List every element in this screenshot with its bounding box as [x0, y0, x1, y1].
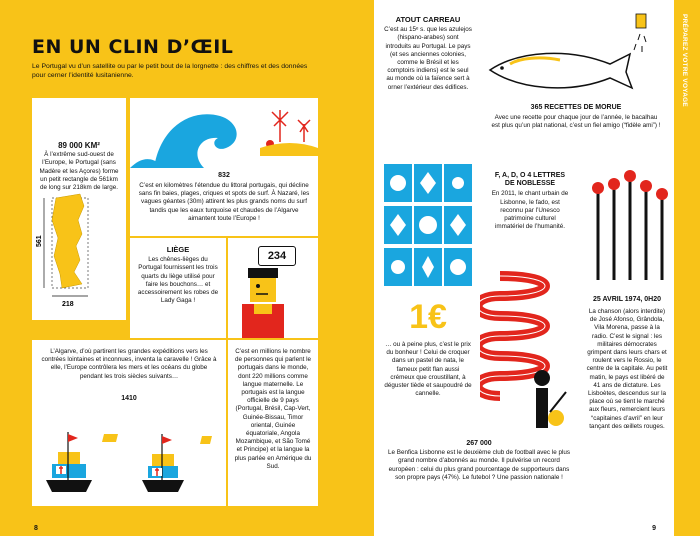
nata-text: … ou à peine plus, c’est le prix du bonheur ! Celui de croquer dans un pastel de nata, le fameux petit flan aussi crémeux que croustillant, à déguster tiède et saupoudré de cannelle. [384, 341, 472, 398]
speakers-text: C’est en millions le nombre de personnes qui parlent le portugais dans le monde, dont 220 millions comme langue maternelle. Le portugais est la langue officielle de 9 pays (Portugal, Brésil, Cap-Vert, Guinée-Bissau, Timor oriental, Guinée équatoriale, Angola Mozambique, et São Tomé et Principe) et la langue la plus parlée en Amérique du Sud. [234, 348, 312, 470]
revolution-panel [582, 162, 672, 498]
cod-panel [480, 10, 672, 160]
benfica-text: Le Benfica Lisbonne est le deuxième club de football avec le plus grand nombre d’abonnés au monde. Il pulvérise un record européen : celui du plus grand pourcentage de supporteurs dans son propre pays (47%). Le futebol ? Une passion nationale ! [387, 449, 571, 481]
speaker-illustration-panel [228, 238, 318, 338]
map-dim-height: 561 [36, 235, 43, 247]
intro-text: Le Portugal vu d’un satellite ou par le petit bout de la lorgnette : des chiffres et des données pour cerner l’identité lusitanienne. [32, 63, 308, 80]
portugal-map-icon [32, 186, 126, 326]
caravel-text: L’Algarve, d’où partirent les grandes expéditions vers les contrées lointaines et inconnues, inventa la caravelle ! Grâce à elle, l’Europe contrôlera les mers et les océans du globe pendant les trois siècles suivants… [41, 348, 217, 380]
carnation-guns-icon [582, 162, 672, 282]
revolution-text: La chanson (alors interdite) de José Afonso, Grândola, Vila Morena, passe à la radio. C’est le signal : les militaires démocrates grimpent dans leurs chars et roulent vers le Rossio, le centre de la capitale. Au petit matin, le pays est libéré de 41 ans de dictature. Les Lisboètes, descendus sur la place où se tient le marché aux fleurs, remercient leurs “capitaines d’avril” en leur tançant des œillets rouges. [586, 308, 668, 430]
nata-panel [378, 292, 478, 434]
fado-text: En 2011, le chant urbain de Lisbonne, le fado, est reconnu par l’Unesco patrimoine culturel immatériel de l’humanité. [491, 190, 569, 231]
wave-icon [130, 98, 318, 170]
speech-bubble [258, 246, 296, 266]
map-dim-width: 218 [62, 301, 74, 308]
speech-bubble-number: 234 [267, 250, 287, 262]
page-number-left: 8 [34, 525, 38, 532]
side-tab-label: PRÉPAREZ VOTRE VOYAGE [681, 14, 688, 107]
azulejos-panel [378, 10, 478, 160]
cod-fish-icon [480, 10, 672, 100]
speakers-panel [228, 340, 318, 506]
cod-text: Avec une recette pour chaque jour de l’année, le bacalhau est plus qu’un plat national, c’est un fiel amigo (“fidèle ami”) ! [491, 114, 661, 130]
coast-heading: 832 [218, 172, 230, 179]
area-text: À l’extrême sud-ouest de l’Europe, le Portugal (sans Madère et les Açores) forme un petit rectangle de 561km de long sur 218km de large. [39, 151, 119, 192]
coast-panel [130, 98, 318, 236]
side-tab [674, 0, 700, 536]
fado-heading: F, A, D, O 4 LETTRES DE NOBLESSE [494, 172, 566, 188]
right-page [350, 0, 700, 536]
azulejos-heading: ATOUT CARREAU [395, 15, 461, 24]
area-heading: 89 000 KM² [58, 141, 100, 150]
area-panel [32, 98, 126, 320]
page-title: EN UN CLIN D’ŒIL [32, 36, 234, 58]
caravel-ships-icon [32, 422, 226, 502]
cork-panel [130, 238, 226, 338]
cod-heading: 365 RECETTES DE MORUE [530, 104, 622, 111]
benfica-panel [378, 436, 580, 506]
caravel-heading: 1410 [121, 394, 137, 402]
azulejo-tiles-icon [378, 162, 478, 290]
cork-text: Les chênes-lièges du Portugal fournissent les trois quarts du liège utilisé pour faire les bouchons… et accessoirement les robes de Lady Gaga ! [137, 256, 219, 305]
nata-price: 1€ [409, 298, 447, 336]
azulejo-tiles-panel [378, 162, 478, 290]
caravel-panel [32, 340, 226, 506]
page-number-right: 9 [652, 525, 656, 532]
man-icon [228, 268, 318, 338]
coast-text: C’est en kilomètres l’étendue du littoral portugais, qui décline sans fin baies, plages, criques et spots de surf. À Nazaré, les vagues géantes (30m) attirent les plus grands noms du surf tandis que les eaux turquoise et chaudes de l’Algarve aimantent toute l’Europe ! [138, 182, 310, 222]
azulejos-text: C’est au 15ᵉ s. que les azulejos (hispano-arabes) sont introduits au Portugal. Le pays (et ses anciennes colonies, comme le Brésil et les comptoirs indiens) est le seul au monde où la faïence sert à orner l’extérieur des édifices. [384, 26, 472, 91]
benfica-heading: 267 000 [466, 440, 492, 447]
cork-heading: LIÈGE [166, 245, 190, 254]
revolution-heading: 25 AVRIL 1974, 0H20 [593, 296, 661, 303]
